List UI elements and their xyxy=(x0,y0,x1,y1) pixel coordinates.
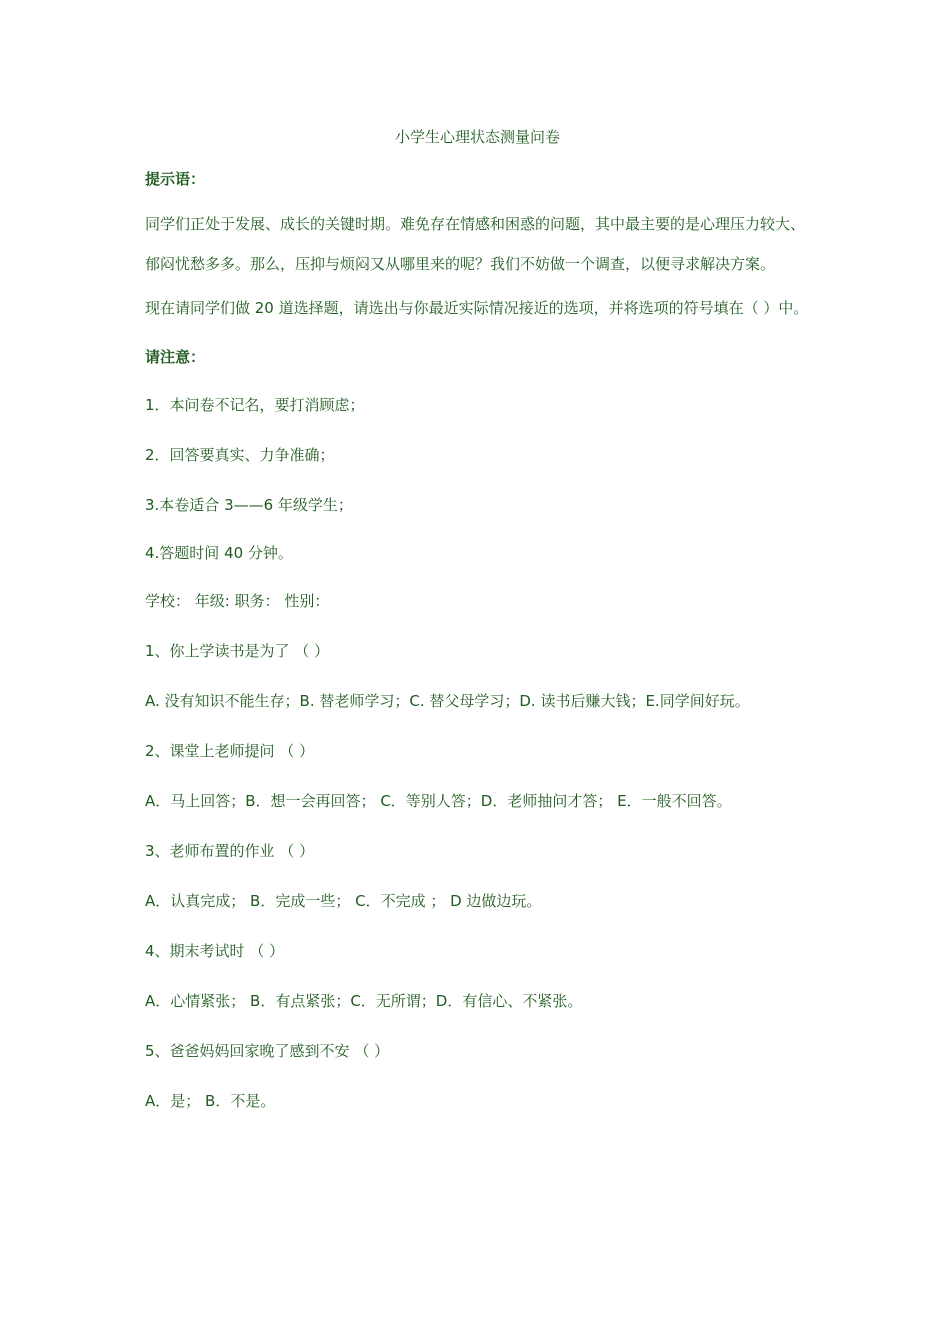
document-title: 小学生心理状态测量问卷 xyxy=(394,128,560,146)
info-line: 学校： 年级: 职务： 性别： xyxy=(145,592,330,610)
answer-options-5: A．是； B．不是。 xyxy=(145,1092,276,1110)
question-4: 4、期末考试时 （ ） xyxy=(145,942,285,960)
document-page xyxy=(145,118,810,1136)
notice-item: 2．回答要真实、力争准确； xyxy=(145,446,335,464)
hint-heading: 提示语： xyxy=(145,170,206,188)
answer-options-1: A. 没有知识不能生存；B. 替老师学习；C. 替父母学习；D. 读书后赚大钱；E.同学间好玩。 xyxy=(145,692,750,710)
answer-options-2: A．马上回答；B．想一会再回答； C．等别人答；D．老师抽问才答； E．一般不回答。 xyxy=(145,792,732,810)
answer-options-4: A．心情紧张； B．有点紧张；C．无所谓；D．有信心、不紧张。 xyxy=(145,992,583,1010)
question-5: 5、爸爸妈妈回家晚了感到不安 （ ） xyxy=(145,1042,390,1060)
intro-paragraph-2: 现在请同学们做 20 道选择题，请选出与你最近实际情况接近的选项，并将选项的符号填在（ ）中。 xyxy=(145,299,809,317)
notice-item: 1．本问卷不记名，要打消顾虑； xyxy=(145,396,365,414)
notice-item: 3.本卷适合 3——6 年级学生； xyxy=(145,496,353,514)
answer-options-3: A．认真完成； B．完成一些； C．不完成 ； D 边做边玩。 xyxy=(145,892,542,910)
question-2: 2、课堂上老师提问 （ ） xyxy=(145,742,315,760)
question-1: 1、你上学读书是为了 （ ） xyxy=(145,642,330,660)
intro-paragraph-1: 同学们正处于发展、成长的关键时期。难免存在情感和困惑的问题，其中最主要的是心理压力较大、郁闷忧愁多多。那么，压抑与烦闷又从哪里来的呢？我们不妨做一个调查，以便寻求解决方案。 xyxy=(145,215,806,273)
notice-item: 4.答题时间 40 分钟。 xyxy=(145,544,293,562)
question-3: 3、老师布置的作业 （ ） xyxy=(145,842,315,860)
notice-heading: 请注意： xyxy=(145,348,206,366)
